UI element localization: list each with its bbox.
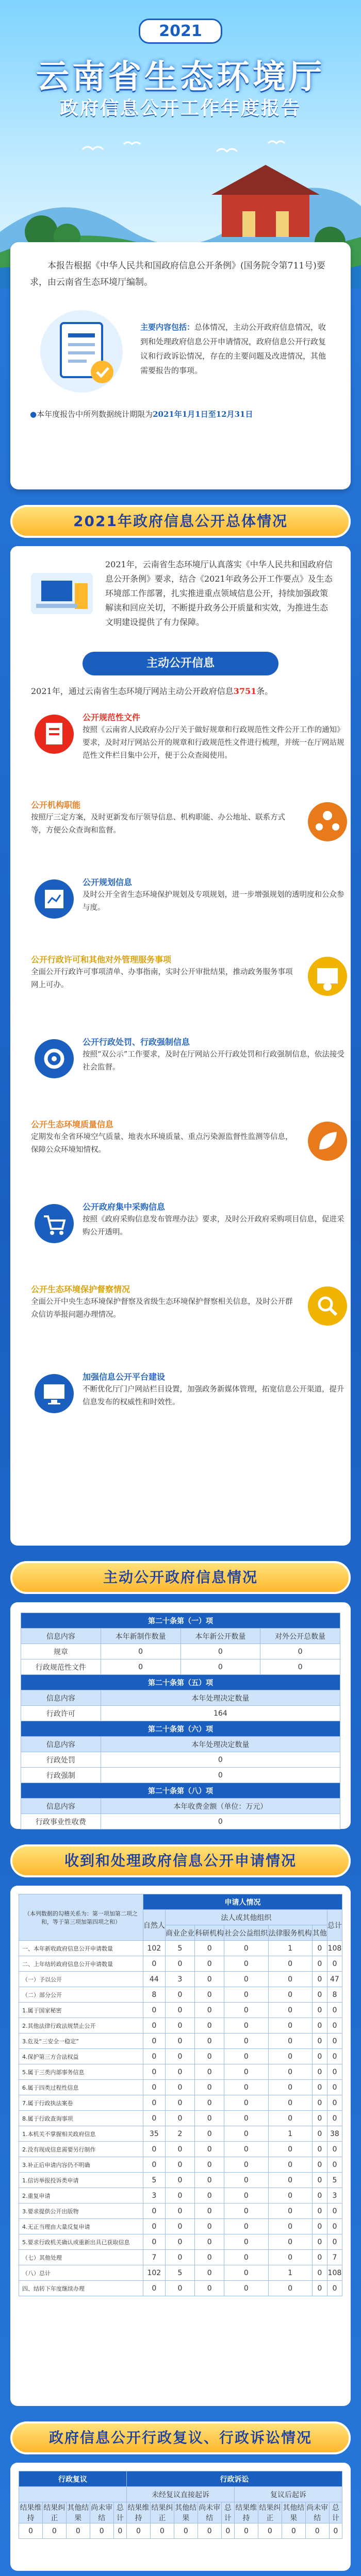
review-cell: 0 [150, 2523, 174, 2539]
review-col-header: 尚未审结 [305, 2502, 329, 2523]
application-cell: 7 [143, 2250, 165, 2265]
application-row [19, 2142, 342, 2157]
application-cell: 0 [268, 1972, 312, 1987]
review-col-header: 尚未审结 [90, 2502, 113, 2523]
application-cell: 0 [224, 2281, 268, 2296]
leaf-icon [307, 1121, 348, 1162]
application-cell: 1 [268, 2265, 312, 2281]
office-illustration-icon [26, 557, 98, 619]
application-row [19, 2250, 342, 2265]
application-cell: 0 [143, 2234, 165, 2250]
application-row-label: 1.本机关不掌握相关政府信息 [19, 2126, 143, 2142]
documents-illustration-icon [30, 300, 133, 403]
application-cell: 0 [143, 2003, 165, 2018]
application-cell: 0 [195, 1972, 224, 1987]
application-cell: 0 [312, 2204, 327, 2219]
application-cell: 0 [195, 2080, 224, 2095]
application-cell: 3 [143, 2188, 165, 2204]
item-penalty: 公开行政处罚、行政强制信息 按照“双公示”工作要求，及时在厅网站公开行政处罚和行政强制信息，依法接受社会监督。 [31, 1036, 351, 1082]
application-cell: 0 [268, 2234, 312, 2250]
application-cell: 0 [165, 2204, 194, 2219]
application-cell: 0 [224, 2033, 268, 2049]
year-badge: 2021 [0, 19, 361, 44]
review-cell: 0 [282, 2523, 305, 2539]
subhead-active-disclosure: 主动公开信息 [83, 652, 278, 675]
application-cell: 0 [268, 2219, 312, 2234]
magnifier-icon [307, 1285, 348, 1327]
application-cell: 0 [327, 2219, 342, 2234]
application-cell: 0 [165, 2281, 194, 2296]
application-cell: 0 [268, 2281, 312, 2296]
section-title-review-litigation: 政府信息公开行政复议、行政诉讼情况 [10, 2421, 351, 2454]
application-cell: 0 [312, 1941, 327, 1956]
application-cell: 0 [312, 2250, 327, 2265]
application-cell: 0 [312, 2157, 327, 2173]
application-cell: 0 [268, 2064, 312, 2080]
application-cell: 0 [327, 2142, 342, 2157]
application-cell: 0 [195, 2142, 224, 2157]
application-row-label: 四、结转下年度继续办理 [19, 2281, 143, 2296]
application-row [19, 2033, 342, 2049]
application-cell: 38 [327, 2126, 342, 2142]
application-cell: 44 [143, 1972, 165, 1987]
application-row-label: 5.属于三类内部事务信息 [19, 2064, 143, 2080]
application-cell: 0 [165, 2142, 194, 2157]
application-row [19, 2204, 342, 2219]
application-cell: 0 [224, 2250, 268, 2265]
application-cell: 0 [224, 1956, 268, 1972]
application-cell: 7 [327, 2250, 342, 2265]
application-cell: 1 [268, 1941, 312, 1956]
application-cell: 0 [143, 2049, 165, 2064]
application-cell: 0 [143, 2080, 165, 2095]
review-col-header: 总计 [329, 2502, 342, 2523]
application-cell: 5 [327, 2173, 342, 2188]
application-cell: 0 [165, 2157, 194, 2173]
item-env-quality: 公开生态环境质量信息 定期发布全省环境空气质量、地表水环境质量、重点污染源监督性监测等信息，保障公众环境知情权。 [31, 1118, 351, 1164]
review-cell: 0 [19, 2523, 43, 2539]
application-row [19, 2080, 342, 2095]
review-col-header: 其他结果 [174, 2502, 198, 2523]
application-cell: 0 [312, 2281, 327, 2296]
application-row [19, 2018, 342, 2033]
application-cell: 0 [268, 2003, 312, 2018]
application-row [19, 2111, 342, 2126]
application-row [19, 2003, 342, 2018]
application-row-label: 1.属于国家秘密 [19, 2003, 143, 2018]
section-title-active-info: 主动公开政府信息情况 [10, 1561, 351, 1594]
application-cell: 8 [143, 1987, 165, 2003]
application-row-label: 2.其他法律行政法规禁止公开 [19, 2018, 143, 2033]
application-cell: 0 [165, 2003, 194, 2018]
review-cell: 0 [126, 2523, 150, 2539]
application-cell: 0 [165, 2018, 194, 2033]
application-cell: 0 [165, 2049, 194, 2064]
application-cell: 0 [195, 1941, 224, 1956]
review-col-header: 总计 [221, 2502, 234, 2523]
application-cell: 0 [312, 2142, 327, 2157]
application-cell: 0 [268, 2033, 312, 2049]
application-row-label: 1.信访举报投诉类申请 [19, 2173, 143, 2188]
application-cell: 0 [327, 2157, 342, 2173]
intro-content-scope: 主要内容包括：总体情况，主动公开政府信息情况，收到和处理政府信息公开申请情况，政府信息公开行政复议和行政诉讼情况，存在的主要问题及改进情况，其他需要报告的事项。 [140, 323, 326, 375]
application-cell: 0 [312, 2064, 327, 2080]
section-title-overview: 2021年政府信息公开总体情况 [10, 505, 351, 538]
application-cell: 0 [195, 2049, 224, 2064]
application-cell: 0 [224, 2157, 268, 2173]
application-cell: 0 [195, 2281, 224, 2296]
application-cell: 0 [224, 2204, 268, 2219]
review-col-header: 结果纠正 [42, 2502, 66, 2523]
review-cell: 0 [221, 2523, 234, 2539]
application-cell: 0 [143, 1956, 165, 1972]
application-row [19, 2188, 342, 2204]
application-cell: 0 [195, 2018, 224, 2033]
application-cell: 0 [195, 2095, 224, 2111]
section-title-applications: 收到和处理政府信息公开申请情况 [10, 1844, 351, 1877]
organization-icon [307, 801, 348, 842]
application-cell: 0 [268, 1956, 312, 1972]
application-cell: 0 [224, 2064, 268, 2080]
active-info-table: 第二十条第（一）项 信息内容 本年新制作数量 本年新公开数量 对外公开总数量 规章 0 0 0 行政规范性文件 0 0 0 第二十条第（五）项 信息内容 本年处理决定数量 行政许可 164 第二十条第（六）项 信息内容 本年处理决定数量 行政处罚 0 行政强制 0 第二十条第（八）项 信息内容 本年收费金额（单位：万元） 行政事业性收费 0 [21, 1613, 340, 1829]
license-icon [307, 956, 348, 997]
application-cell: 0 [312, 2095, 327, 2111]
application-row [19, 2265, 342, 2281]
application-cell: 0 [312, 1987, 327, 2003]
application-cell: 0 [165, 1987, 194, 2003]
review-col-header: 结果维持 [126, 2502, 150, 2523]
application-cell: 0 [312, 2080, 327, 2095]
intro-period: ●本年度报告中所列数据统计期限为2021年1月1日至12月31日 [30, 410, 253, 419]
review-cell: 0 [42, 2523, 66, 2539]
application-cell: 0 [224, 2018, 268, 2033]
application-row-label: 3.危及“三安全一稳定” [19, 2033, 143, 2049]
application-cell: 5 [143, 2173, 165, 2188]
review-cell: 0 [198, 2523, 221, 2539]
item-licensing: 公开行政许可和其他对外管理服务事项 全面公开行政许可事项清单、办事指南，实时公开审批结果，推动政务服务事项网上可办。 [31, 953, 351, 999]
application-cell: 0 [312, 2173, 327, 2188]
application-cell: 0 [268, 2142, 312, 2157]
review-col-header: 尚未审结 [198, 2502, 221, 2523]
application-cell: 0 [165, 2173, 194, 2188]
application-cell: 0 [195, 2250, 224, 2265]
application-cell: 0 [327, 2111, 342, 2126]
active-disclosure-stat: 2021年，通过云南省生态环境厅网站主动公开政府信息3751条。 [31, 686, 273, 696]
application-cell: 0 [224, 2234, 268, 2250]
review-cell: 0 [329, 2523, 342, 2539]
application-cell: 0 [268, 2095, 312, 2111]
application-row [19, 2173, 342, 2188]
application-cell: 0 [312, 2018, 327, 2033]
application-cell: 0 [268, 2250, 312, 2265]
application-cell: 0 [143, 2111, 165, 2126]
planning-icon [34, 878, 75, 920]
application-cell: 0 [224, 2003, 268, 2018]
application-cell: 0 [312, 2265, 327, 2281]
applications-table-panel [10, 1886, 351, 2406]
item-platform: 加强信息公开平台建设 不断优化厅门户网站栏目设置，加强政务新媒体管理，拓宽信息公开渠道，提升信息发布的权威性和时效性。 [31, 1370, 351, 1417]
application-cell: 2 [165, 2126, 194, 2142]
application-row-label: 4.无正当理由大量反复申请 [19, 2219, 143, 2234]
application-cell: 0 [195, 2033, 224, 2049]
application-cell: 0 [165, 2033, 194, 2049]
application-cell: 0 [327, 2049, 342, 2064]
application-cell: 0 [327, 1956, 342, 1972]
application-row [19, 2157, 342, 2173]
application-cell: 0 [224, 2173, 268, 2188]
application-row-label: 8.属于行政查询事项 [19, 2111, 143, 2126]
item-planning: 公开规划信息 及时公开全省生态环境保护规划及专项规划，进一步增强规划的透明度和公众参与度。 [31, 876, 351, 922]
application-cell: 108 [327, 1941, 342, 1956]
application-cell: 35 [143, 2126, 165, 2142]
application-cell: 0 [224, 2188, 268, 2204]
application-cell: 0 [165, 2188, 194, 2204]
application-cell: 0 [312, 2126, 327, 2142]
application-cell: 3 [327, 2188, 342, 2204]
review-cell: 0 [90, 2523, 113, 2539]
review-col-header: 结果维持 [234, 2502, 258, 2523]
application-row-label: （七）其他处理 [19, 2250, 143, 2265]
application-row-label: 二、上年结转政府信息公开申请数量 [19, 1956, 143, 1972]
application-cell: 0 [224, 1941, 268, 1956]
application-cell: 0 [327, 2234, 342, 2250]
application-cell: 0 [224, 2049, 268, 2064]
application-cell: 0 [195, 2219, 224, 2234]
application-row [19, 2281, 342, 2296]
application-cell: 0 [327, 2095, 342, 2111]
application-cell: 0 [268, 1987, 312, 2003]
document-icon [34, 714, 75, 755]
application-cell: 0 [224, 2080, 268, 2095]
application-row-label: 3.要求提供公开出版物 [19, 2204, 143, 2219]
application-cell: 0 [312, 2219, 327, 2234]
application-cell: 0 [143, 2142, 165, 2157]
application-cell: 0 [224, 1972, 268, 1987]
application-cell: 0 [195, 2126, 224, 2142]
application-row-label: 5.要求行政机关确认或重新出具已获取信息 [19, 2234, 143, 2250]
application-row [19, 1956, 342, 1972]
application-cell: 0 [195, 2265, 224, 2281]
review-cell: 0 [113, 2523, 126, 2539]
application-cell: 0 [268, 2173, 312, 2188]
application-cell: 8 [327, 1987, 342, 2003]
application-row [19, 1987, 342, 2003]
review-litigation-table: 行政复议 行政诉讼 未经复议直接起诉 复议后起诉 结果维持 结果纠正 其他结果 尚未审结 总计 结果维持 结果纠正 其他结果 尚未审结 总计 结果维持 结果纠正 其他结果 尚未审结 总计 0 0 0 0 0 0 0 0 0 0 0 0 0 0 0 [19, 2471, 342, 2539]
application-cell: 0 [224, 2142, 268, 2157]
application-cell: 0 [327, 2003, 342, 2018]
application-cell: 0 [195, 1956, 224, 1972]
application-cell: 0 [327, 2080, 342, 2095]
review-col-header: 结果纠正 [258, 2502, 282, 2523]
application-cell: 1 [268, 2126, 312, 2142]
application-cell: 0 [165, 2111, 194, 2126]
application-cell: 0 [165, 2064, 194, 2080]
application-row-label: （二）部分公开 [19, 1987, 143, 2003]
application-cell: 0 [268, 2049, 312, 2064]
application-cell: 0 [165, 1956, 194, 1972]
overview-paragraph: 2021年，云南省生态环境厅认真落实《中华人民共和国政府信息公开条例》要求，结合《2021年政务公开工作要点》及生态环境部工作部署，扎实推进重点领域信息公开，持续加强政策解读和回应关切，不断提升政务公开质量和实效，为推进生态文明建设提供了有力保障。 [105, 560, 333, 627]
application-cell: 0 [312, 2003, 327, 2018]
application-cell: 0 [195, 2204, 224, 2219]
application-cell: 102 [143, 2265, 165, 2281]
application-cell: 0 [143, 2064, 165, 2080]
application-cell: 0 [224, 2095, 268, 2111]
application-cell: 0 [224, 1987, 268, 2003]
application-row [19, 2126, 342, 2142]
application-cell: 0 [165, 2095, 194, 2111]
application-cell: 0 [195, 2064, 224, 2080]
application-row [19, 2095, 342, 2111]
application-cell: 0 [143, 2033, 165, 2049]
application-cell: 0 [165, 2250, 194, 2265]
review-col-header: 其他结果 [282, 2502, 305, 2523]
application-row-label: 7.属于行政执法案卷 [19, 2095, 143, 2111]
cart-icon [34, 1203, 75, 1244]
review-col-header: 总计 [113, 2502, 126, 2523]
active-info-table-panel [10, 1602, 351, 1829]
intro-card [10, 242, 351, 489]
intro-paragraph: 本报告根据《中华人民共和国政府信息公开条例》(国务院令第711号)要求，由云南省生态环境厅编制。 [30, 261, 325, 287]
application-cell: 0 [268, 2204, 312, 2219]
application-cell: 0 [327, 2281, 342, 2296]
review-col-header: 其他结果 [66, 2502, 90, 2523]
application-cell: 0 [268, 2111, 312, 2126]
application-row-label: （一）予以公开 [19, 1972, 143, 1987]
application-cell: 0 [268, 2080, 312, 2095]
application-row [19, 1941, 342, 1956]
application-row [19, 2064, 342, 2080]
application-row-label: 4.保护第三方合法权益 [19, 2049, 143, 2064]
application-row-label: 3.补正后申请内容仍不明确 [19, 2157, 143, 2173]
application-cell: 5 [165, 1941, 194, 1956]
application-cell: 0 [327, 2204, 342, 2219]
application-cell: 0 [224, 2126, 268, 2142]
application-cell: 47 [327, 1972, 342, 1987]
application-cell: 0 [312, 2188, 327, 2204]
application-cell: 0 [143, 2018, 165, 2033]
application-row-label: （八）总计 [19, 2265, 143, 2281]
application-cell: 0 [195, 2157, 224, 2173]
review-col-header: 结果维持 [19, 2502, 43, 2523]
application-cell: 0 [143, 2095, 165, 2111]
review-col-header: 结果纠正 [150, 2502, 174, 2523]
application-cell: 0 [143, 2204, 165, 2219]
application-cell: 0 [195, 2111, 224, 2126]
applications-table: （本列数据的勾稽关系为：第一项加第二项之和，等于第三项加第四项之和） 申请人情况 自然人 法人或其他组织 总计 商业企业 科研机构 社会公益组织 法律服务机构 其他 一、本年新收政府信息公开申请数量 102 5 0 0 1 0 108 二、上年结转政府信息公开申请数量 0 0 0 0 0 0 0 （一）予以公开 44 3 0 0 0 0 47 （二）部分公开 8 0 0 0 0 0 8 1.属于国家秘密 0 0 0 0 0 0 0 2.其他法律行政法规禁止公开 0 0 0 0 0 0 0 3.危及“三安全一稳定” 0 0 0 0 0 0 0 4.保护第三方合法权益 0 0 0 0 0 0 0 5.属于三类内部事务信息 0 0 0 0 0 0 0 6.属于四类过程性信息 0 0 0 0 0 0 0 7.属于行政执法案卷 0 0 0 0 0 0 0 8.属于行政查询事项 0 0 0 0 0 0 0 1.本机关不掌握相关政府信息 35 2 0 0 1 0 38 2.没有现成信息需要另行制作 0 0 0 0 0 0 0 3.补正后申请内容仍不明确 0 0 0 0 0 0 0 1.信访举报投诉类申请 5 0 0 0 0 0 5 2.重复申请 3 0 0 0 0 0 3 3.要求提供公开出版物 0 0 0 0 0 0 0 4.无正当理由大量反复申请 0 0 0 0 0 0 0 5.要求行政机关确认或重新出具已获取信息 0 0 0 0 0 0 0 （七）其他处理 7 0 0 0 0 0 7 （八）总计 102 5 0 0 1 0 108 四、结转下年度继续办理 0 0 0 0 0 0 0 [19, 1894, 342, 2296]
review-cell: 0 [258, 2523, 282, 2539]
application-cell: 0 [312, 2033, 327, 2049]
application-row [19, 2234, 342, 2250]
hero-title: 云南省生态环境厅 [36, 58, 325, 96]
application-cell: 3 [165, 1972, 194, 1987]
application-cell: 0 [195, 1987, 224, 2003]
application-cell: 0 [312, 2111, 327, 2126]
review-cell: 0 [305, 2523, 329, 2539]
item-inspection: 公开生态环境保护督察情况 全面公开中央生态环境保护督察及省级生态环境保护督察相关信息，及时公开群众信访举报问题办理情况。 [31, 1283, 351, 1329]
review-cell: 0 [174, 2523, 198, 2539]
application-cell: 0 [327, 2064, 342, 2080]
application-cell: 0 [327, 2033, 342, 2049]
application-cell: 0 [224, 2111, 268, 2126]
application-cell: 0 [224, 2265, 268, 2281]
application-row-label: 2.没有现成信息需要另行制作 [19, 2142, 143, 2157]
review-cell: 0 [66, 2523, 90, 2539]
application-cell: 0 [165, 2080, 194, 2095]
application-cell: 0 [312, 2234, 327, 2250]
application-cell: 0 [312, 1972, 327, 1987]
item-normative-docs: 公开规范性文件 按照《云南省人民政府办公厅关于做好规章和行政规范性文件公开工作的通知》要求，及时对厅网站公开的规章和行政规范性文件进行梳理，并统一在厅网站规范性文件栏目集中公开，便于公众查阅使用。 [31, 711, 351, 762]
application-row [19, 1972, 342, 1987]
application-cell: 0 [312, 2049, 327, 2064]
application-cell: 0 [165, 2234, 194, 2250]
application-cell: 0 [165, 2219, 194, 2234]
application-cell: 0 [195, 2173, 224, 2188]
application-row-label: 2.重复申请 [19, 2188, 143, 2204]
application-row-label: 一、本年新收政府信息公开申请数量 [19, 1941, 143, 1956]
application-cell: 0 [268, 2157, 312, 2173]
application-cell: 0 [143, 2157, 165, 2173]
item-org-functions: 公开机构职能 按照厅三定方案，及时更新发布厅领导信息、机构职能、办公地址、联系方式等，方便公众查询和监督。 [31, 799, 351, 845]
application-cell: 5 [165, 2265, 194, 2281]
overview-panel [10, 546, 351, 1546]
item-procurement: 公开政府集中采购信息 按照《政府采购信息发布管理办法》要求，及时公开政府采购项目信息，促进采购公开透明。 [31, 1200, 351, 1247]
application-cell: 0 [327, 2018, 342, 2033]
application-row [19, 2049, 342, 2064]
gear-icon [34, 1038, 75, 1079]
application-cell: 0 [312, 1956, 327, 1972]
application-cell: 102 [143, 1941, 165, 1956]
application-row [19, 2219, 342, 2234]
application-cell: 0 [195, 2234, 224, 2250]
computer-icon [34, 1373, 75, 1414]
application-cell: 0 [268, 2188, 312, 2204]
application-cell: 0 [143, 2281, 165, 2296]
application-row-label: 6.属于四类过程性信息 [19, 2080, 143, 2095]
application-cell: 108 [327, 2265, 342, 2281]
application-cell: 0 [224, 2219, 268, 2234]
application-cell: 0 [143, 2219, 165, 2234]
application-cell: 0 [268, 2018, 312, 2033]
hero-subtitle: 政府信息公开工作年度报告 [59, 98, 301, 119]
application-cell: 0 [195, 2003, 224, 2018]
review-cell: 0 [234, 2523, 258, 2539]
application-cell: 0 [195, 2188, 224, 2204]
review-table-panel [10, 2463, 351, 2571]
